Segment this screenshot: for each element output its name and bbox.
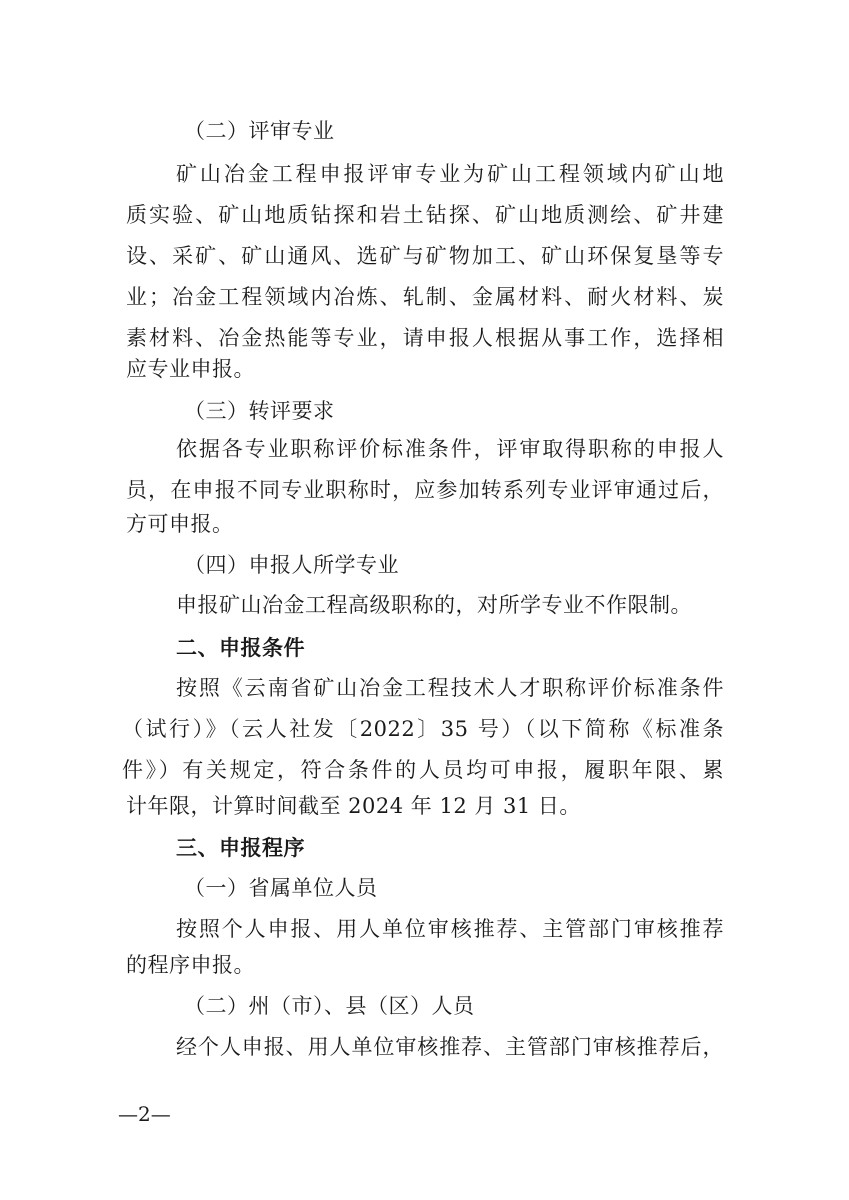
paragraph-line: 质实验、矿山地质钻探和岩土钻探、矿山地质测绘、矿井建: [126, 203, 724, 227]
heading-application-procedure: 三、申报程序: [176, 836, 305, 860]
paragraph-line: （试行）》（云人社发〔2022〕35 号）（以下简称《标准条: [122, 717, 724, 741]
paragraph-line: 矿山冶金工程申报评审专业为矿山工程领域内矿山地: [176, 162, 724, 186]
heading-application-conditions: 二、申报条件: [176, 636, 305, 660]
section-title-review-major: （二）评审专业: [184, 119, 335, 143]
paragraph-line: 依据各专业职称评价标准条件，评审取得职称的申报人: [176, 437, 724, 461]
page-number: —2—: [118, 1102, 171, 1126]
paragraph-line: 方可申报。: [126, 512, 234, 536]
section-title-transfer-requirement: （三）转评要求: [184, 399, 335, 423]
paragraph-line: 业；冶金工程领域内冶炼、轧制、金属材料、耐火材料、炭: [126, 285, 724, 309]
paragraph-line: 按照《云南省矿山冶金工程技术人才职称评价标准条件: [176, 676, 724, 700]
paragraph-line: 件》）有关规定，符合条件的人员均可申报，履职年限、累: [122, 758, 724, 782]
paragraph-line: 员，在申报不同专业职称时，应参加转系列专业评审通过后，: [126, 478, 724, 502]
section-title-prefecture-county: （二）州（市）、县（区）人员: [184, 994, 475, 1018]
paragraph-line: 计年限，计算时间截至 2024 年 12 月 31 日。: [126, 794, 581, 818]
section-title-provincial-units: （一）省属单位人员: [184, 876, 378, 900]
paragraph-line: 的程序申报。: [126, 953, 255, 977]
paragraph-line: 按照个人申报、用人单位审核推荐、主管部门审核推荐: [176, 917, 724, 941]
paragraph-line: 设、采矿、矿山通风、选矿与矿物加工、矿山环保复垦等专: [126, 244, 724, 268]
paragraph-line: 应专业申报。: [126, 357, 255, 381]
paragraph-line: 素材料、冶金热能等专业，请申报人根据从事工作，选择相: [126, 326, 724, 350]
paragraph-line: 申报矿山冶金工程高级职称的，对所学专业不作限制。: [176, 593, 692, 617]
section-title-studied-major: （四）申报人所学专业: [184, 553, 399, 577]
paragraph-line: 经个人申报、用人单位审核推荐、主管部门审核推荐后，: [176, 1035, 724, 1059]
